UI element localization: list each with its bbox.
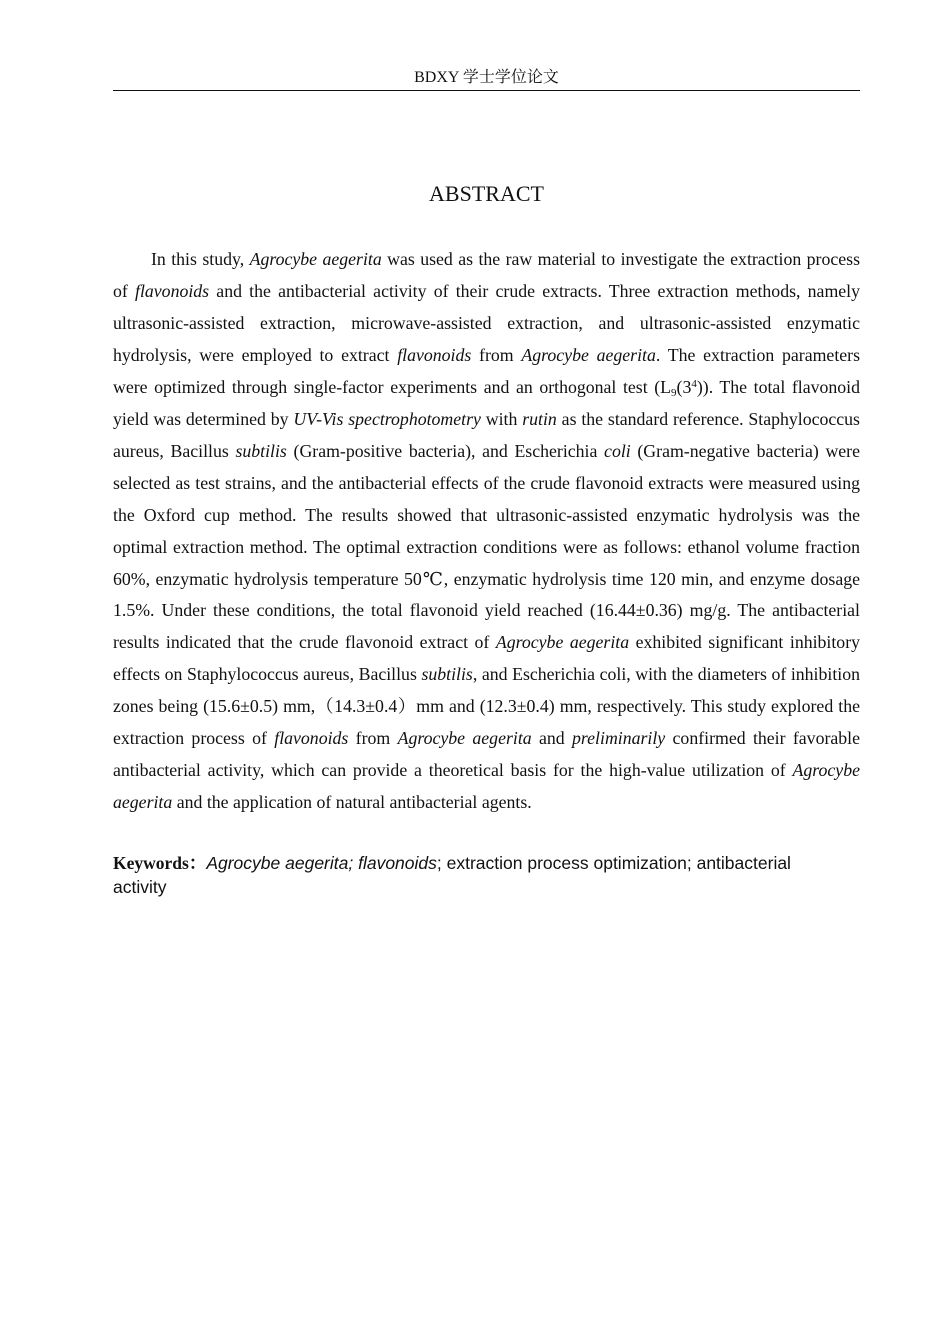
method-name: UV-Vis spectrophotometry [293, 408, 481, 429]
species-name: Agrocybe aegerita [397, 728, 532, 749]
keywords-label: Keywords [113, 853, 189, 873]
abstract-text: . The extraction parameters were optimized through single-factor experiments and an orthogonal test (L [113, 344, 860, 397]
running-header: BDXY 学士学位论文 [113, 66, 860, 91]
abstract-text: from [348, 728, 398, 749]
abstract-text: , and Escherichia coli, with the diameters of inhibition zones being (15.6±0.5) mm,（14.3±0.4）mm and (12.3±0.4) mm, respectively. This study explored the extraction process of [113, 664, 860, 749]
abstract-title: ABSTRACT [429, 181, 544, 206]
abstract-text: exhibited significant inhibitory effects on Staphylococcus aureus, Bacillus [113, 632, 861, 685]
subscript: 9 [671, 386, 677, 399]
keywords-rest: ; extraction process optimization; antibacterial activity [113, 853, 791, 897]
species-name: Agrocybe aegerita [495, 632, 630, 653]
superscript: 4 [691, 377, 697, 390]
term-coli: coli [604, 440, 631, 461]
abstract-text: (Gram-negative bacteria) were selected as test strains, and the antibacterial effects of the crude flavonoid extracts were measured using the Oxford cup method. The results showed that ultrasonic-assisted enzymatic hydrolysis was the optimal extraction method. The optimal extraction conditions were as follows: ethanol volume fraction 60%, enzymatic hydrolysis temperature 50℃, enzymatic hydrolysis time 120 min, and enzyme dosage 1.5%. Under these conditions, the total flavonoid yield reached (16.44±0.36) mg/g. The antibacterial results indicated that the crude flavonoid extract of [113, 440, 860, 653]
abstract-text: (Gram-positive bacteria), and Escherichia [286, 440, 605, 461]
term-flavonoids: flavonoids [274, 728, 349, 749]
species-name: Agrocybe aegerita [521, 344, 656, 365]
term-preliminarily: preliminarily [572, 728, 666, 749]
term-subtilis: subtilis [421, 664, 473, 685]
abstract-text: and the application of natural antibacterial agents. [172, 792, 532, 813]
keywords-line [113, 851, 833, 899]
term-subtilis: subtilis [235, 440, 287, 461]
keywords-colon: ： [188, 853, 207, 873]
abstract-text: In this study, [151, 249, 250, 269]
abstract-text: with [480, 408, 523, 429]
abstract-body [113, 244, 860, 819]
abstract-text: as the standard reference. Staphylococcus aureus, Bacillus [113, 408, 860, 461]
abstract-text: (3 [676, 376, 692, 397]
abstract-text: was used as the raw material to investigate the extraction process of [113, 249, 860, 301]
term-flavonoids: flavonoids [397, 344, 472, 365]
term-rutin: rutin [522, 408, 557, 429]
species-name: Agrocybe aegerita [113, 760, 860, 813]
abstract-text: confirmed their favorable antibacterial activity, which can provide a theoretical basis for the high-value utilization of [113, 728, 860, 781]
abstract-text: and [531, 728, 573, 749]
abstract-text: and the antibacterial activity of their crude extracts. Three extraction methods, namely ultrasonic-assisted extraction, microwave-assisted extraction, and ultrasonic-assisted enzymatic hydrolysis, were employed to extract [113, 280, 860, 365]
species-name: Agrocybe aegerita [249, 249, 382, 269]
keywords-italic: Agrocybe aegerita; flavonoids [206, 853, 437, 873]
term-flavonoids: flavonoids [135, 280, 210, 301]
abstract-text: from [471, 344, 522, 365]
abstract-text: )). The total flavonoid yield was determined by [113, 376, 861, 429]
